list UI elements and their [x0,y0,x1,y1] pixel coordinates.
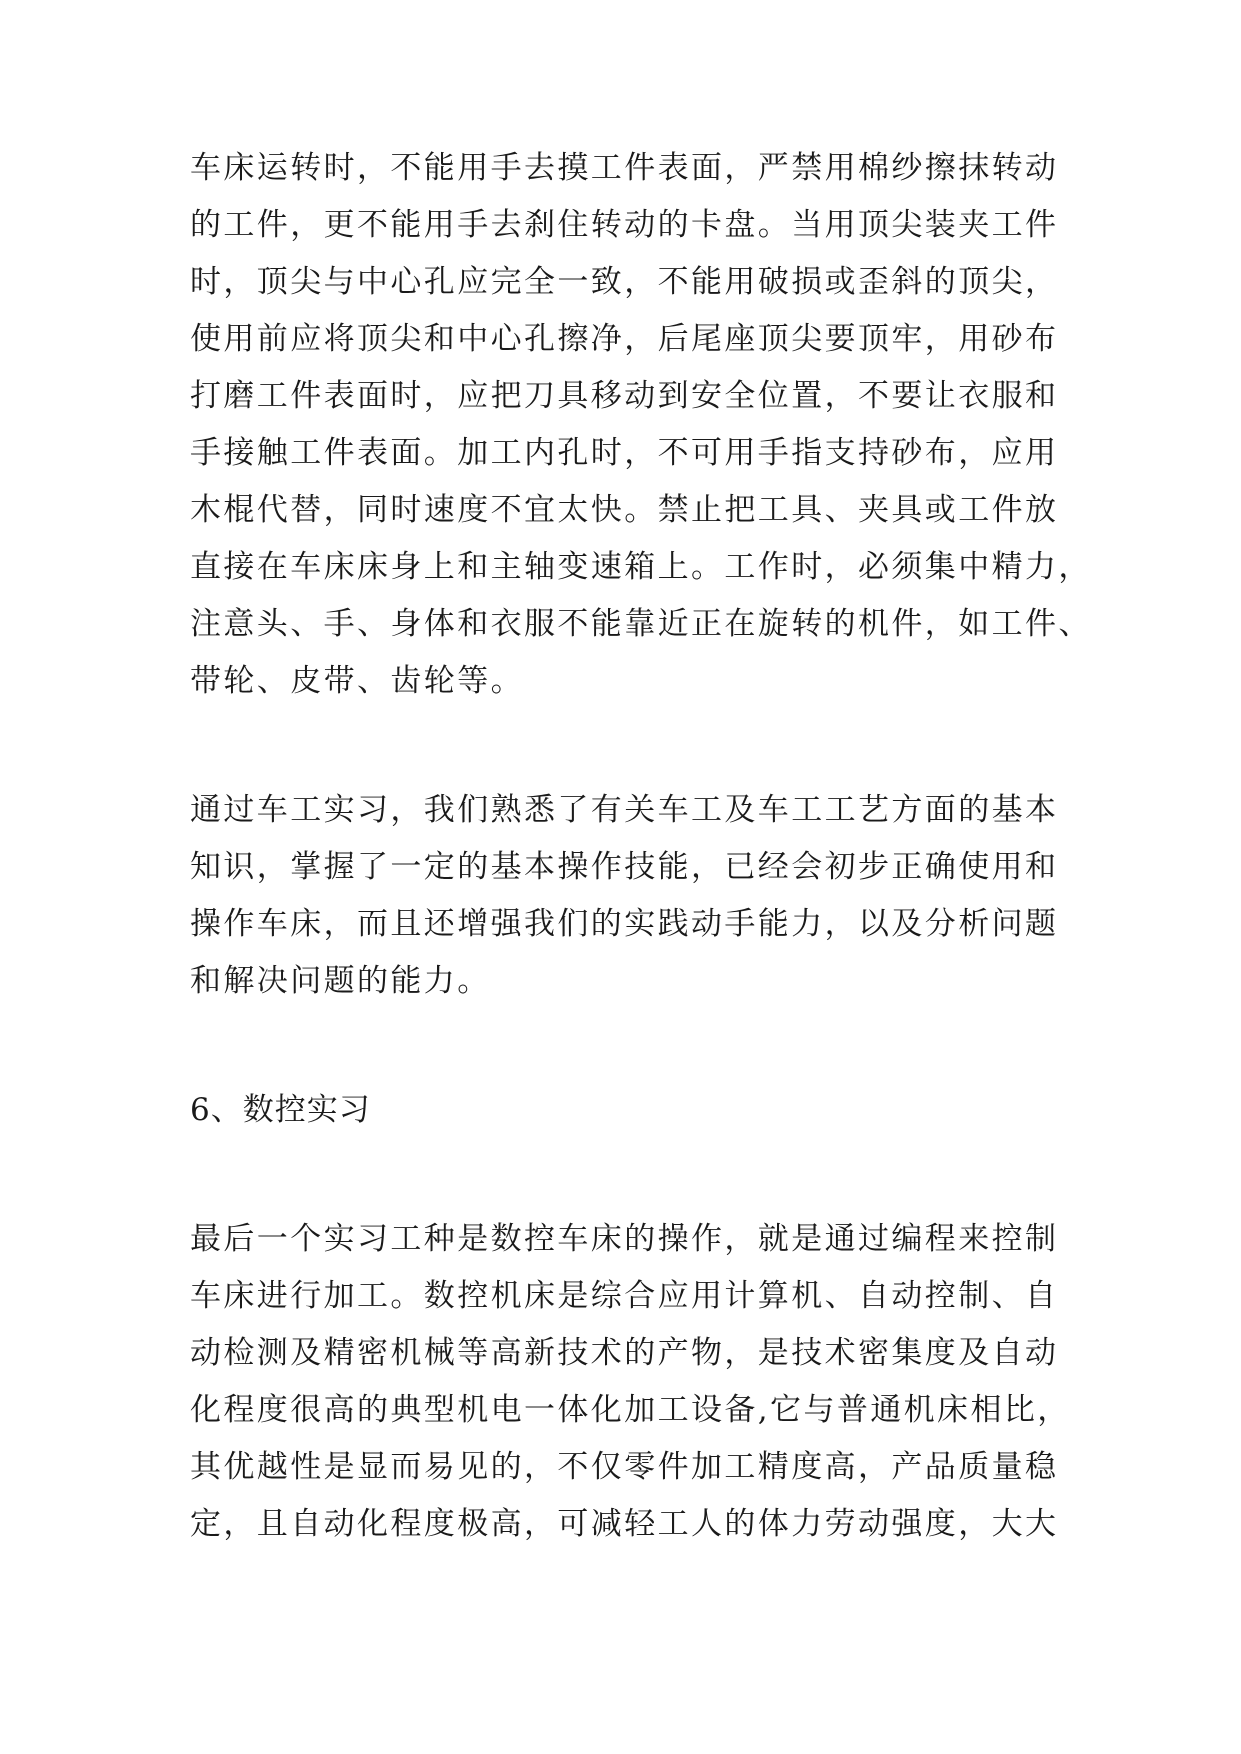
text-line: 知识，掌握了一定的基本操作技能，已经会初步正确使用和 [190,849,1059,885]
text-line: 带轮、皮带、齿轮等。 [190,663,524,699]
text-line: 直接在车床床身上和主轴变速箱上。工作时，必须集中精力， [190,549,1092,585]
text-line: 注意头、手、身体和衣服不能靠近正在旋转的机件，如工件、 [190,606,1092,642]
text-line: 和解决问题的能力。 [190,963,491,999]
text-line: 的工件，更不能用手去刹住转动的卡盘。当用顶尖装夹工件 [190,207,1059,243]
text-line: 动检测及精密机械等高新技术的产物，是技术密集度及自动 [190,1335,1059,1371]
text-line: 通过车工实习，我们熟悉了有关车工及车工工艺方面的基本 [190,792,1059,828]
text-line: 打磨工件表面时，应把刀具移动到安全位置，不要让衣服和 [190,378,1059,414]
text-line: 其优越性是显而易见的，不仅零件加工精度高，产品质量稳 [190,1449,1059,1485]
text-line: 手接触工件表面。加工内孔时，不可用手指支持砂布，应用 [190,435,1059,471]
text-line: 车床运转时，不能用手去摸工件表面，严禁用棉纱擦抹转动 [190,150,1059,186]
section-heading: 6、数控实习 [190,1092,371,1128]
text-line: 使用前应将顶尖和中心孔擦净，后尾座顶尖要顶牢，用砂布 [190,321,1059,357]
text-line: 最后一个实习工种是数控车床的操作，就是通过编程来控制 [190,1221,1059,1257]
text-line: 车床进行加工。数控机床是综合应用计算机、自动控制、自 [190,1278,1059,1314]
text-line: 定，且自动化程度极高，可减轻工人的体力劳动强度，大大 [190,1506,1059,1542]
text-line: 木棍代替，同时速度不宜太快。禁止把工具、夹具或工件放 [190,492,1059,528]
text-line: 化程度很高的典型机电一体化加工设备,它与普通机床相比， [190,1392,1071,1428]
text-line: 时，顶尖与中心孔应完全一致，不能用破损或歪斜的顶尖， [190,264,1059,300]
text-line: 操作车床，而且还增强我们的实践动手能力，以及分析问题 [190,906,1059,942]
